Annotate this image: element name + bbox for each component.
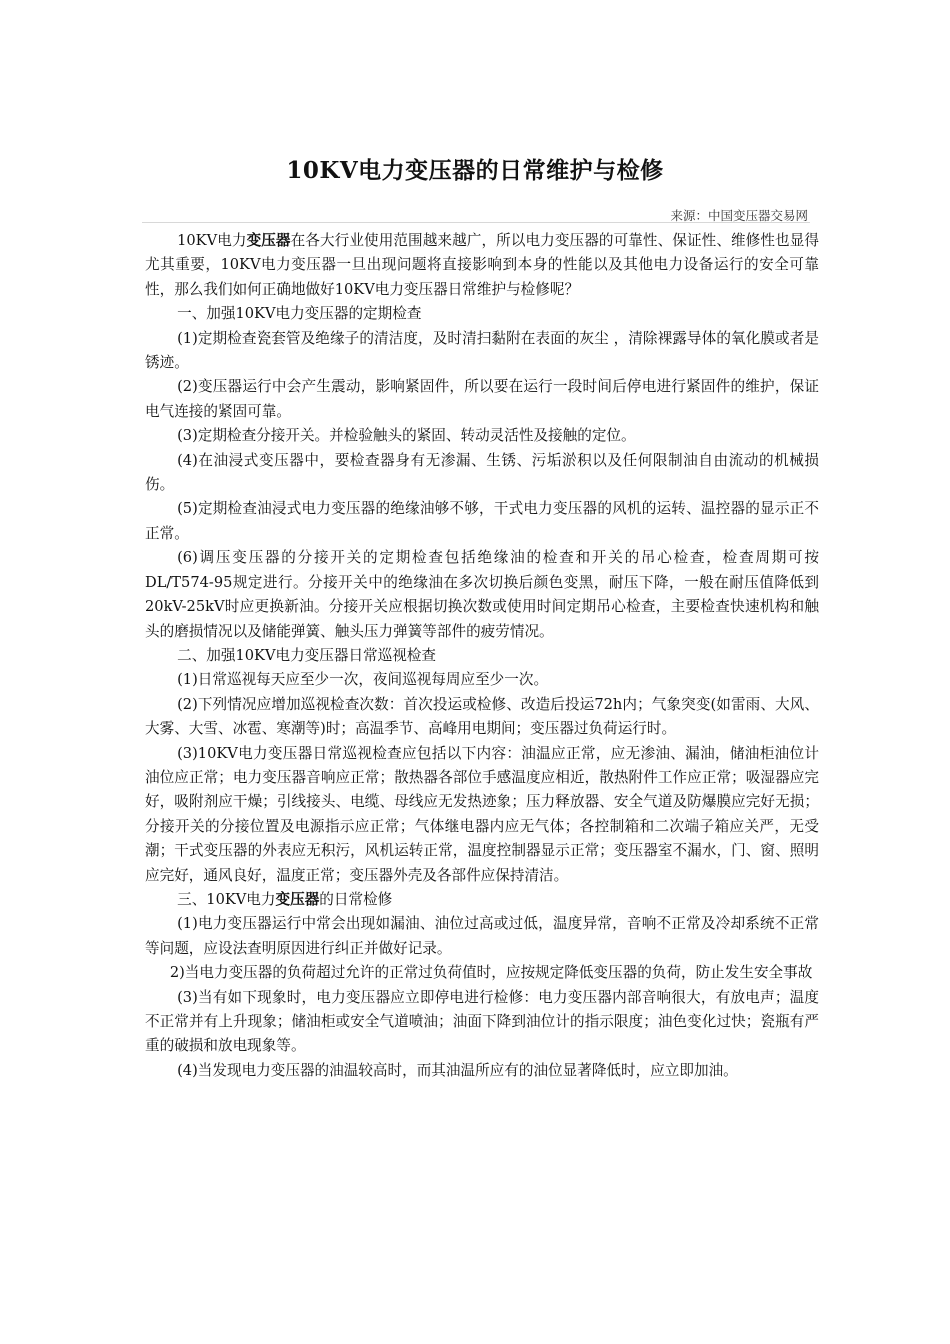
list-item: (2)变压器运行中会产生震动，影响紧固件，所以要在运行一段时间后停电进行紧固件的维护，保证电气连接的紧固可靠。	[145, 378, 819, 420]
list-item: (1)日常巡视每天应至少一次，夜间巡视每周应至少一次。	[177, 671, 549, 689]
article-body	[145, 229, 819, 1083]
list-item: (6)调压变压器的分接开关的定期检查包括绝缘油的检查和开关的吊心检查，检查周期可按DL/T574-95规定进行。分接开关中的绝缘油在多次切换后颜色变黑，耐压下降，一般在耐压值降低到20kV-25kV时应更换新油。分接开关应根据切换次数或使用时间定期吊心检查，主要检查快速机构和触头的磨损情况以及储能弹簧、触头压力弹簧等部件的疲劳情况。	[145, 549, 819, 640]
list-item: (2)下列情况应增加巡视检查次数：首次投运或检修、改造后投运72h内；气象突变(如雷雨、大风、大雾、大雪、冰雹、寒潮等)时；高温季节、高峰用电期间；变压器过负荷运行时。	[145, 695, 819, 738]
section-heading-end: 的日常检修	[319, 890, 393, 908]
list-item: (4)当发现电力变压器的油温较高时，而其油温所应有的油位显著降低时，应立即加油。	[177, 1061, 738, 1079]
list-item: (3)定期检查分接开关。并检验触头的紧固、转动灵活性及接触的定位。	[177, 427, 636, 445]
list-item: (3)当有如下现象时，电力变压器应立即停电进行检修：电力变压器内部音响很大，有放电声；温度不正常并有上升现象；储油柜或安全气道喷油；油面下降到油位计的指示限度；油色变化过快；瓷瓶有严重的破损和放电现象等。	[145, 988, 819, 1055]
section-heading	[145, 888, 819, 912]
list-item: 2)当电力变压器的负荷超过允许的正常过负荷值时，应按规定降低变压器的负荷，防止发生安全事故	[169, 964, 813, 982]
intro-paragraph	[145, 229, 819, 302]
list-item: (1)定期检查瓷套管及绝缘子的清洁度，及时清扫黏附在表面的灰尘 ，清除裸露导体的氧化膜或者是锈迹。	[145, 329, 819, 372]
list-item: (1)电力变压器运行中常会出现如漏油、油位过高或过低，温度异常，音响不正常及冷却系统不正常等问题，应设法查明原因进行纠正并做好记录。	[145, 915, 819, 957]
section-heading-start: 三、10KV电力	[177, 890, 276, 908]
intro-keyword: 变压器	[246, 232, 291, 249]
list-item: (3)10KV电力变压器日常巡视检查应包括以下内容：油温应正常，应无渗油、漏油，储油柜油位计油位应正常；电力变压器音响应正常；散热器各部位手感温度应相近，散热附件工作应正常；吸湿器应完好，吸附剂应干燥；引线接头、电缆、母线应无发热迹象；压力释放器、安全气道及防爆膜应完好无损；分接开关的分接位置及电源指示应正常；气体继电器内应无气体；各控制箱和二次端子箱应关严，无受潮；干式变压器的外表应无积污，风机运转正常，温度控制器显示正常；变压器室不漏水，门、窗、照明应完好，通风良好，温度正常；变压器外壳及各部件应保持清洁。	[145, 744, 819, 884]
section-heading: 一、加强10KV电力变压器的定期检查	[177, 305, 422, 323]
section-heading-keyword: 变压器	[275, 890, 320, 908]
source-line: 来源：中国变压器交易网	[670, 208, 808, 223]
header-divider	[142, 222, 810, 223]
intro-text-start: 10KV电力	[177, 232, 247, 249]
intro-text-rest: 在各大行业使用范围越来越广，所以电力变压器的可靠性、保证性、维修性也显得尤其重要，10KV电力变压器一旦出现问题将直接影响到本身的性能以及其他电力设备运行的安全可靠性，那么我们如何正确地做好10KV电力变压器日常维护与检修呢？	[145, 232, 819, 298]
section-heading: 二、加强10KV电力变压器日常巡视检查	[177, 646, 437, 664]
document-title: 10KV电力变压器的日常维护与检修	[286, 157, 664, 184]
list-item: (5)定期检查油浸式电力变压器的绝缘油够不够，干式电力变压器的风机的运转、温控器的显示正不正常。	[145, 500, 819, 542]
list-item: (4)在油浸式变压器中，要检查器身有无渗漏、生锈、污垢淤积以及任何限制油自由流动的机械损伤。	[145, 451, 819, 494]
